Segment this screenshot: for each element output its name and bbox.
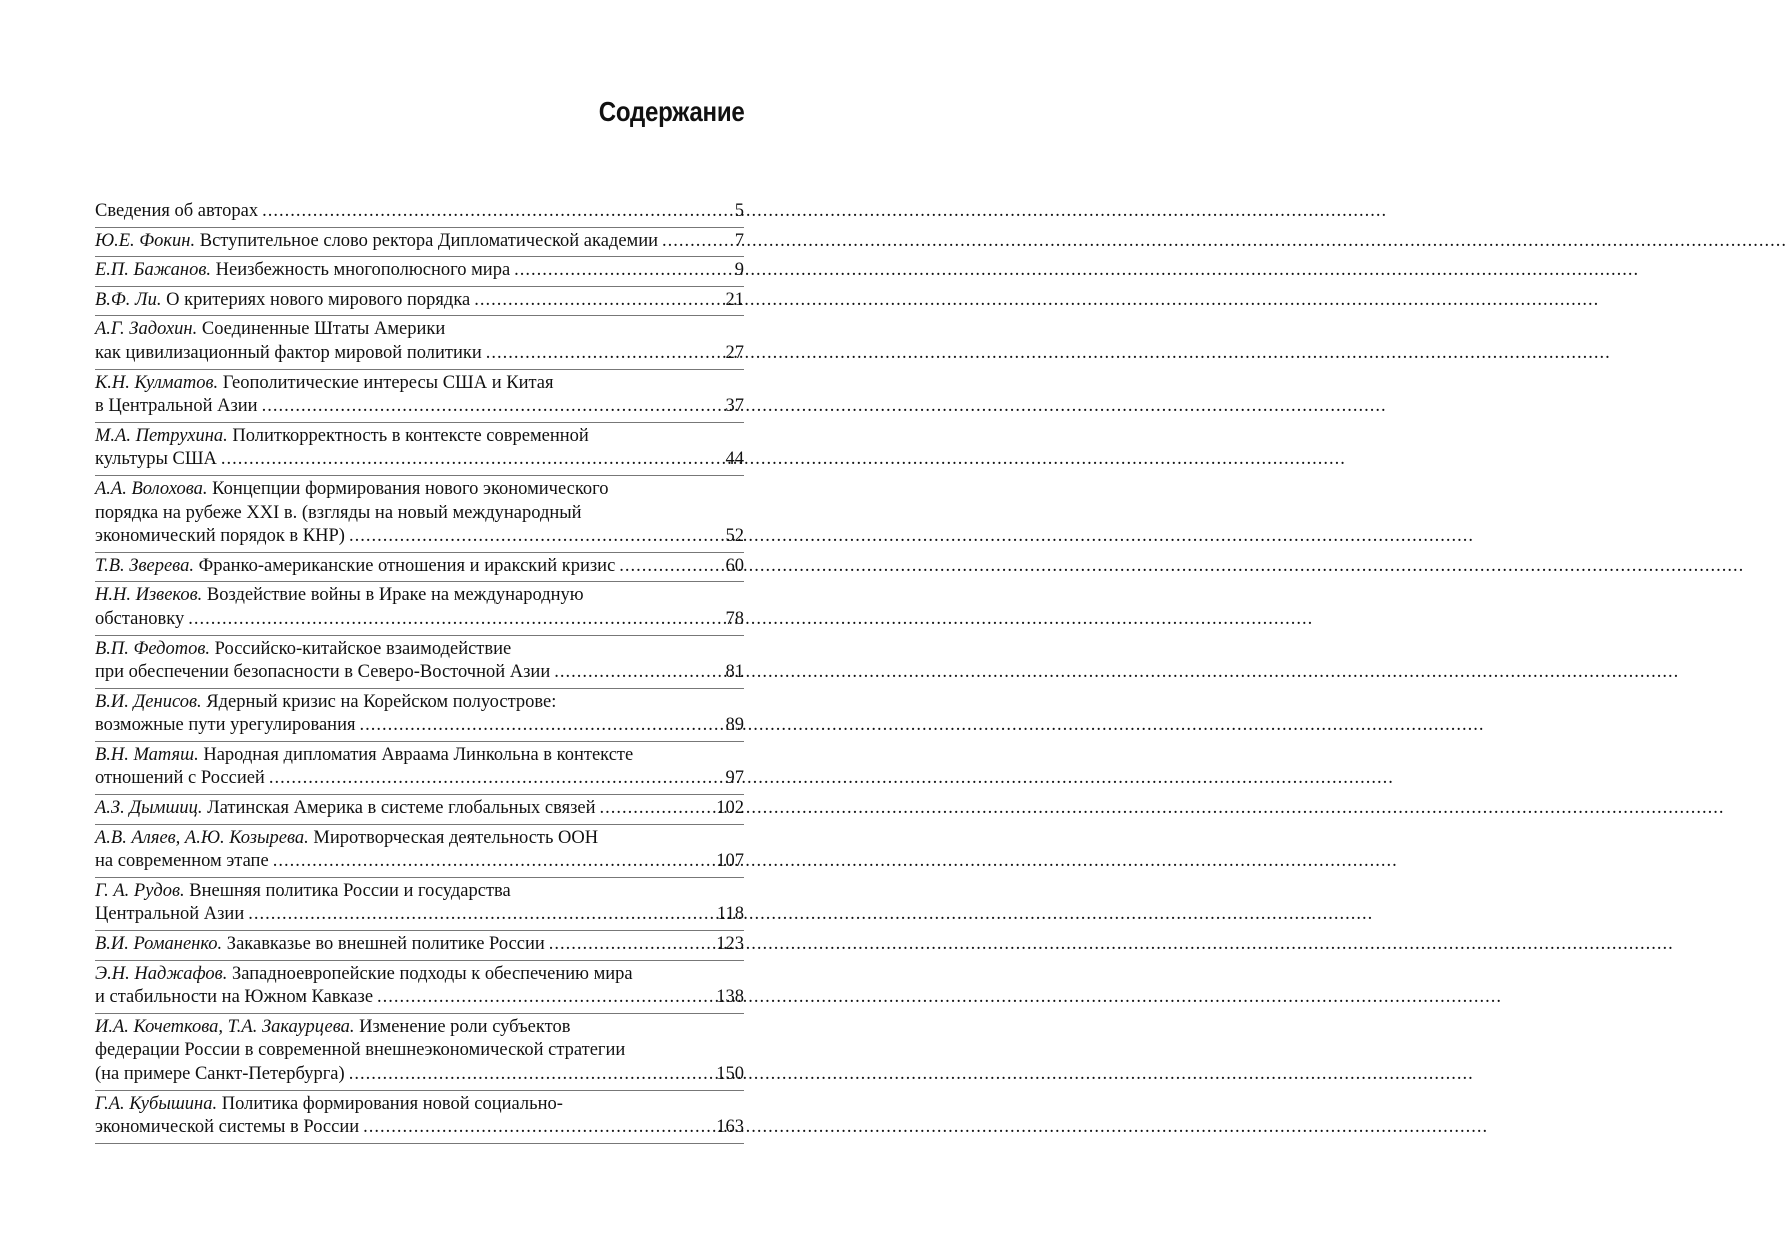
toc-entry-author: Н.Н. Извеков. <box>95 585 203 606</box>
toc-entry-text <box>95 525 345 549</box>
toc-entry-author: К.Н. Кулматов. <box>95 372 219 393</box>
toc-entry-line <box>95 200 744 224</box>
toc-entry-line <box>95 259 744 283</box>
toc-entry-line <box>95 555 744 579</box>
toc-entry-text <box>95 230 658 254</box>
toc-entry[interactable] <box>95 257 744 287</box>
toc-entry-text <box>95 767 265 791</box>
toc-entry-line <box>95 714 744 738</box>
toc-page-number: 5 <box>734 201 744 221</box>
toc-entry-title: Российско-китайское взаимодействие <box>214 638 512 659</box>
toc-entry-title: Латинская Америка в системе глобальных связей <box>207 798 596 819</box>
toc-entry-line <box>95 342 744 366</box>
toc-entry[interactable] <box>95 825 744 878</box>
toc-entry-line <box>95 744 744 768</box>
toc-entry-title: Народная дипломатия Авраама Линкольна в контексте <box>203 744 634 765</box>
toc-entry-line <box>95 850 744 874</box>
toc-entry-text <box>95 425 589 449</box>
toc-entry-text <box>95 691 556 715</box>
toc-entry-author: А.А. Волохова. <box>95 478 208 499</box>
toc-entry-line <box>95 661 744 685</box>
toc-dot-leader <box>474 289 723 313</box>
toc-dot-leader <box>360 714 724 738</box>
toc-entry-line <box>95 691 744 715</box>
toc-entry-line <box>95 289 744 313</box>
toc-entry-text <box>95 342 482 366</box>
toc-entry-text <box>95 1039 625 1063</box>
toc-entry[interactable] <box>95 961 744 1014</box>
toc-entry[interactable] <box>95 742 744 795</box>
toc-entry-author: А.Г. Задохин. <box>95 319 198 340</box>
toc-entry-line <box>95 395 744 419</box>
toc-entry-title: и стабильности на Южном Кавказе <box>95 987 374 1008</box>
toc-entry-author: В.Н. Матяш. <box>95 744 199 765</box>
toc-page-number: 7 <box>734 230 744 251</box>
toc-entry-line <box>95 425 744 449</box>
toc-entry-line <box>95 797 744 821</box>
toc-entry-title: Изменение роли субъектов <box>359 1016 571 1037</box>
toc-entry-title: О критериях нового мирового порядка <box>166 289 471 310</box>
toc-dot-leader <box>273 850 715 874</box>
toc-entry-text <box>95 638 511 662</box>
toc-entry[interactable] <box>95 476 744 553</box>
toc-entry-title: федерации России в современной внешнеэкономической стратегии <box>95 1040 626 1061</box>
toc-entry-text <box>95 395 258 419</box>
toc-entry-title: экономический порядок в КНР) <box>95 526 345 547</box>
toc-entry-author: И.А. Кочеткова, Т.А. Закаурцева. <box>95 1016 355 1037</box>
toc-page-number: 9 <box>734 260 744 281</box>
toc-entry-title: Политика формирования новой социально- <box>221 1093 563 1114</box>
toc-entry-title: Сведения об авторах <box>95 201 259 221</box>
toc-page-number: 97 <box>725 768 744 789</box>
toc-entry-line <box>95 318 744 342</box>
toc-page-number: 44 <box>725 449 744 470</box>
toc-entry-line <box>95 986 744 1010</box>
toc-entry-title: отношений с Россией <box>95 768 265 789</box>
toc-entry-title: Соединенные Штаты Америки <box>201 319 446 340</box>
toc-entry-author: Г. А. Рудов. <box>95 880 185 901</box>
toc-entry-author: Э.Н. Наджафов. <box>95 963 228 984</box>
toc-entry-text <box>95 661 550 685</box>
toc-entry[interactable] <box>95 423 744 476</box>
toc-entry-text <box>95 1016 570 1040</box>
toc-entry-title: возможные пути урегулирования <box>95 715 356 736</box>
toc-entry-line <box>95 1016 744 1040</box>
toc-dot-leader <box>349 1063 715 1087</box>
toc-entry-text <box>95 259 510 283</box>
toc-entry-title: Политкорректность в контексте современной <box>232 425 589 446</box>
toc-entry-line <box>95 608 744 632</box>
toc-entry-title: обстановку <box>95 608 185 629</box>
toc-entry-title: (на примере Санкт-Петербурга) <box>95 1064 345 1084</box>
toc-entry-line <box>95 1063 744 1087</box>
toc-entry-line <box>95 1116 744 1140</box>
toc-entry-line <box>95 933 744 957</box>
toc-entry-title: в Центральной Азии <box>95 396 258 417</box>
toc-entry[interactable] <box>95 1091 744 1144</box>
toc-entry[interactable] <box>95 795 744 825</box>
toc-dot-leader <box>514 259 724 283</box>
toc-entry-text <box>95 933 545 957</box>
toc-page-number: 107 <box>716 851 744 872</box>
toc-entry-line <box>95 880 744 904</box>
toc-page-number: 37 <box>725 396 744 417</box>
toc-entry-text <box>95 797 596 821</box>
toc-dot-leader <box>363 1116 714 1140</box>
toc-entry-text <box>95 963 633 987</box>
page-title: Содержание <box>598 96 744 127</box>
toc-page-number: 102 <box>716 798 744 819</box>
toc-entry-line <box>95 525 744 549</box>
toc-entry-text <box>95 289 470 313</box>
toc-entry-author: Е.П. Бажанов. <box>95 260 211 281</box>
toc-entry-line <box>95 478 744 502</box>
toc-dot-leader <box>262 200 724 224</box>
toc-page-number: 123 <box>716 934 744 955</box>
toc-entry-text <box>95 744 633 768</box>
toc-entry-author: В.П. Федотов. <box>95 638 211 659</box>
toc-dot-leader <box>619 555 723 579</box>
toc-entry-title: Внешняя политика России и государства <box>189 880 511 901</box>
toc-entry-title: Закавказье во внешней политике России <box>226 934 545 955</box>
toc-entry-author: Т.В. Зверева. <box>95 555 194 576</box>
toc-entry-text <box>95 200 258 224</box>
toc-entry-line <box>95 502 744 526</box>
toc-dot-leader <box>269 767 724 791</box>
toc-entry-text <box>95 1063 345 1087</box>
toc-page-number: 150 <box>716 1064 744 1084</box>
toc-entry-author: В.И. Романенко. <box>95 934 223 955</box>
toc-entry-line <box>95 638 744 662</box>
toc-page-number: 81 <box>725 662 744 683</box>
toc-entry-title: культуры США <box>95 449 217 470</box>
toc-entry-author: Ю.Е. Фокин. <box>95 230 196 251</box>
toc-dot-leader <box>549 933 714 957</box>
toc-entry-text <box>95 827 598 851</box>
toc-entry-text <box>95 372 554 396</box>
toc-entry-text <box>95 850 269 874</box>
toc-entry-title: Концепции формирования нового экономического <box>212 478 609 499</box>
toc-entry-line <box>95 963 744 987</box>
toc-entry-title: Франко-американские отношения и иракский кризис <box>198 555 616 576</box>
toc-entry[interactable] <box>95 689 744 742</box>
toc-entry-line <box>95 903 744 927</box>
toc-entry-title: Миротворческая деятельность ООН <box>313 827 599 848</box>
toc-entry[interactable] <box>95 198 744 228</box>
toc-entry-line <box>95 372 744 396</box>
toc-dot-leader <box>554 661 723 685</box>
toc-entry-title: на современном этапе <box>95 851 269 872</box>
toc-dot-leader <box>188 608 723 632</box>
toc-entry-line <box>95 448 744 472</box>
toc-entry-text <box>95 478 609 502</box>
toc-page-number: 138 <box>716 987 744 1008</box>
toc-entry-text <box>95 1116 359 1140</box>
toc-entry-line <box>95 230 744 254</box>
toc-entry[interactable] <box>95 370 744 423</box>
toc-entry-line <box>95 1039 744 1063</box>
toc-entry[interactable] <box>95 931 744 961</box>
toc-entry-title: Центральной Азии <box>95 904 245 925</box>
toc-entry-title: Вступительное слово ректора Дипломатической академии <box>199 230 659 251</box>
toc-entry-text <box>95 1093 563 1117</box>
toc-entry-author: В.И. Денисов. <box>95 691 202 712</box>
toc-entry[interactable] <box>95 553 744 583</box>
toc-entry[interactable] <box>95 582 744 635</box>
toc-dot-leader <box>662 230 724 254</box>
toc-entry-title: Неизбежность многополюсного мира <box>215 260 511 281</box>
toc-entry-line <box>95 827 744 851</box>
toc-entry-line <box>95 1093 744 1117</box>
toc-entry-title: Геополитические интересы США и Китая <box>222 372 554 393</box>
toc-entry[interactable] <box>95 228 744 258</box>
toc-entry-text <box>95 880 511 904</box>
toc-entry[interactable] <box>95 1014 744 1091</box>
toc-dot-leader <box>248 903 715 927</box>
toc-entry-text <box>95 555 615 579</box>
toc-dot-leader <box>349 525 724 549</box>
toc-page-number: 60 <box>725 555 744 576</box>
toc-entry-text <box>95 502 582 526</box>
toc-page-number: 163 <box>716 1117 744 1138</box>
toc-entry[interactable] <box>95 287 744 317</box>
toc-page-number: 52 <box>725 526 744 547</box>
document-page <box>0 0 857 1240</box>
toc-entry-author: М.А. Петрухина. <box>95 425 228 446</box>
toc-entry-title: как цивилизационный фактор мировой политики <box>95 342 482 363</box>
toc-entry-line <box>95 584 744 608</box>
toc-entry-title: Ядерный кризис на Корейском полуострове: <box>206 691 557 712</box>
toc-entry-text <box>95 608 184 632</box>
toc-page-number: 89 <box>725 715 744 736</box>
toc-entry-text <box>95 448 217 472</box>
toc-entry-author: Г.А. Кубышина. <box>95 1093 218 1114</box>
toc-entry-title: Западноевропейские подходы к обеспечению мира <box>231 963 633 984</box>
toc-entry-title: экономической системы в России <box>95 1117 360 1138</box>
toc-page-number: 27 <box>725 342 744 363</box>
toc-page-number: 78 <box>725 608 744 629</box>
toc-entry-author: В.Ф. Ли. <box>95 289 162 310</box>
toc-page-number: 21 <box>725 289 744 310</box>
toc-entry-title: порядка на рубеже XXI в. (взгляды на новый международный <box>95 502 582 523</box>
toc-entry-text <box>95 903 244 927</box>
toc-entry-text <box>95 584 584 608</box>
toc-entry-title: при обеспечении безопасности в Северо-Восточной Азии <box>95 662 551 683</box>
toc-dot-leader <box>377 986 714 1010</box>
toc-entry-text <box>95 318 445 342</box>
toc-dot-leader <box>221 448 724 472</box>
toc-entry-title: Воздействие войны в Ираке на международную <box>206 585 584 606</box>
toc-entry-line <box>95 767 744 791</box>
toc-entry[interactable] <box>95 316 744 369</box>
toc-entry[interactable] <box>95 878 744 931</box>
toc-dot-leader <box>600 797 715 821</box>
toc-entry-author: А.З. Дымшиц. <box>95 798 203 819</box>
toc-entry-text <box>95 986 373 1010</box>
table-of-contents <box>95 198 744 1144</box>
toc-entry-text <box>95 714 356 738</box>
toc-entry[interactable] <box>95 636 744 689</box>
toc-entry-author: А.В. Аляев, А.Ю. Козырева. <box>95 827 309 848</box>
toc-dot-leader <box>486 342 724 366</box>
toc-dot-leader <box>262 395 724 419</box>
toc-page-number: 118 <box>716 904 744 925</box>
